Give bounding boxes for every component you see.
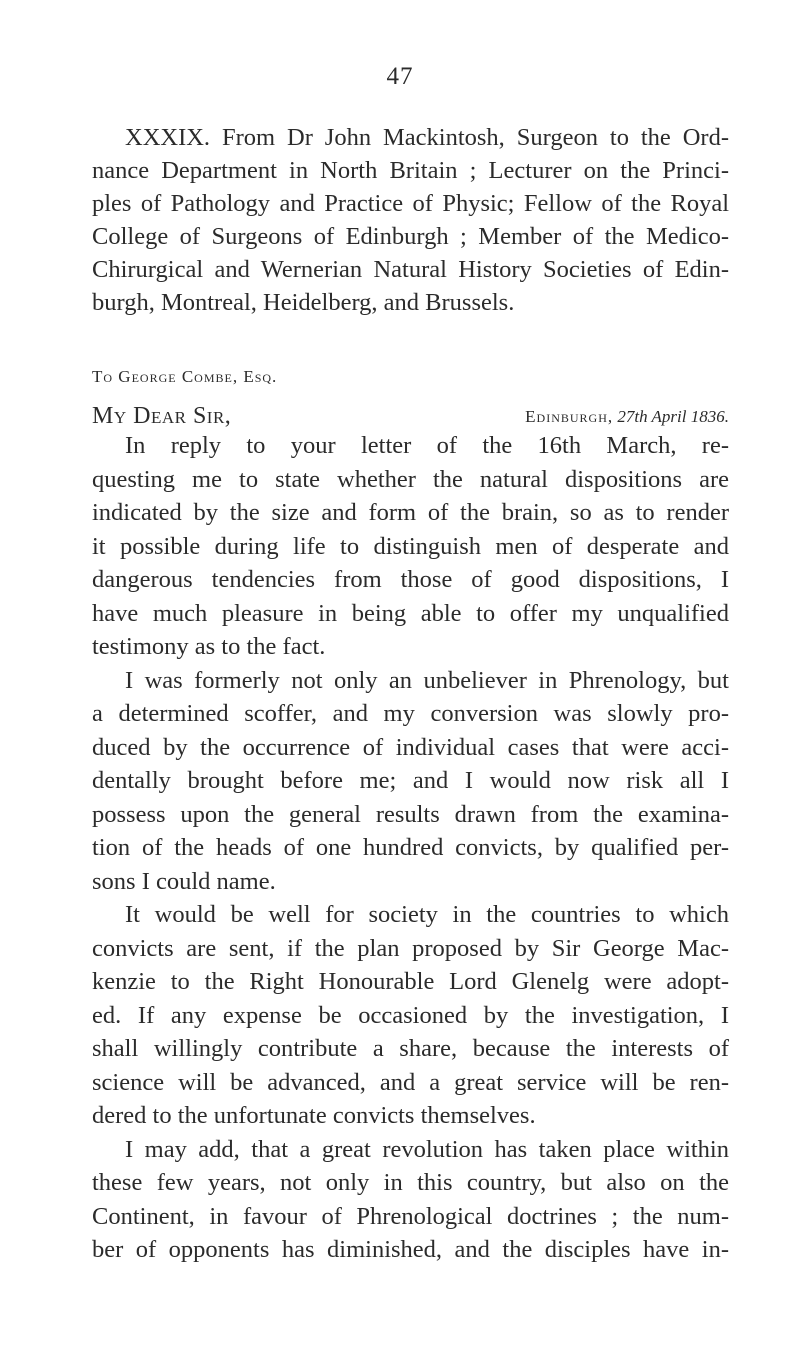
body-line: questing me to state whether the natural dispositions are: [92, 465, 729, 493]
dateline: [525, 405, 729, 429]
body-line: I was formerly not only an unbeliever in Phrenology, but: [125, 666, 729, 694]
heading-line: burgh, Montreal, Heidelberg, and Brussels.: [92, 289, 515, 316]
body-line: dentally brought before me; and I would now risk all I: [92, 767, 729, 794]
body-line: It would be well for society in the countries to which: [125, 901, 729, 928]
body-line: convicts are sent, if the plan proposed by Sir George Mac-: [92, 934, 729, 962]
letter-heading: [92, 121, 729, 319]
dateline-date: 27th April 1836.: [617, 407, 729, 426]
heading-line: nance Department in North Britain ; Lecturer on the Princi-: [92, 157, 729, 184]
body-line: science will be advanced, and a great service will be ren-: [92, 1068, 729, 1096]
body-line: have much pleasure in being able to offer my unqualified: [92, 599, 729, 627]
addressee: To George Combe, Esq.: [92, 367, 278, 386]
salutation-row: [92, 401, 729, 431]
heading-line: College of Surgeons of Edinburgh ; Member of the Medico-: [92, 223, 729, 250]
body-line: In reply to your letter of the 16th March, re-: [125, 432, 729, 459]
heading-line: Chirurgical and Wernerian Natural History Societies of Edin-: [92, 256, 729, 283]
body-line: tion of the heads of one hundred convicts, by qualified per-: [92, 834, 729, 861]
dateline-place: Edinburgh,: [525, 407, 614, 426]
body-line: possess upon the general results drawn from the examina-: [92, 800, 729, 828]
body-line: these few years, not only in this country, but also on the: [92, 1169, 729, 1196]
body-line: duced by the occurrence of individual cases that were acci-: [92, 733, 729, 761]
body-line: dangerous tendencies from those of good dispositions, I: [92, 566, 729, 593]
body-line: indicated by the size and form of the brain, so as to render: [92, 499, 729, 526]
body-line: sons I could name.: [92, 867, 276, 895]
body-line: shall willingly contribute a share, because the interests of: [92, 1035, 729, 1062]
body-line: kenzie to the Right Honourable Lord Glenelg were adopt-: [92, 968, 729, 995]
body-line: ber of opponents has diminished, and the disciples have in-: [92, 1236, 729, 1263]
heading-line: ples of Pathology and Practice of Physic; Fellow of the Royal: [92, 190, 729, 217]
letter-body: [92, 429, 729, 1267]
body-line: testimony as to the fact.: [92, 633, 326, 660]
body-line: Continent, in favour of Phrenological doctrines ; the num-: [92, 1202, 729, 1230]
page-number: 47: [386, 63, 414, 90]
heading-line: XXXIX. From Dr John Mackintosh, Surgeon to the Ord-: [125, 124, 729, 151]
salutation: My Dear Sir,: [92, 403, 232, 429]
body-line: dered to the unfortunate convicts themselves.: [92, 1102, 536, 1129]
body-line: I may add, that a great revolution has taken place within: [125, 1135, 729, 1163]
body-line: ed. If any expense be occasioned by the investigation, I: [92, 1001, 729, 1029]
body-line: it possible during life to distinguish men of desperate and: [92, 532, 729, 560]
body-line: a determined scoffer, and my conversion was slowly pro-: [92, 700, 729, 727]
